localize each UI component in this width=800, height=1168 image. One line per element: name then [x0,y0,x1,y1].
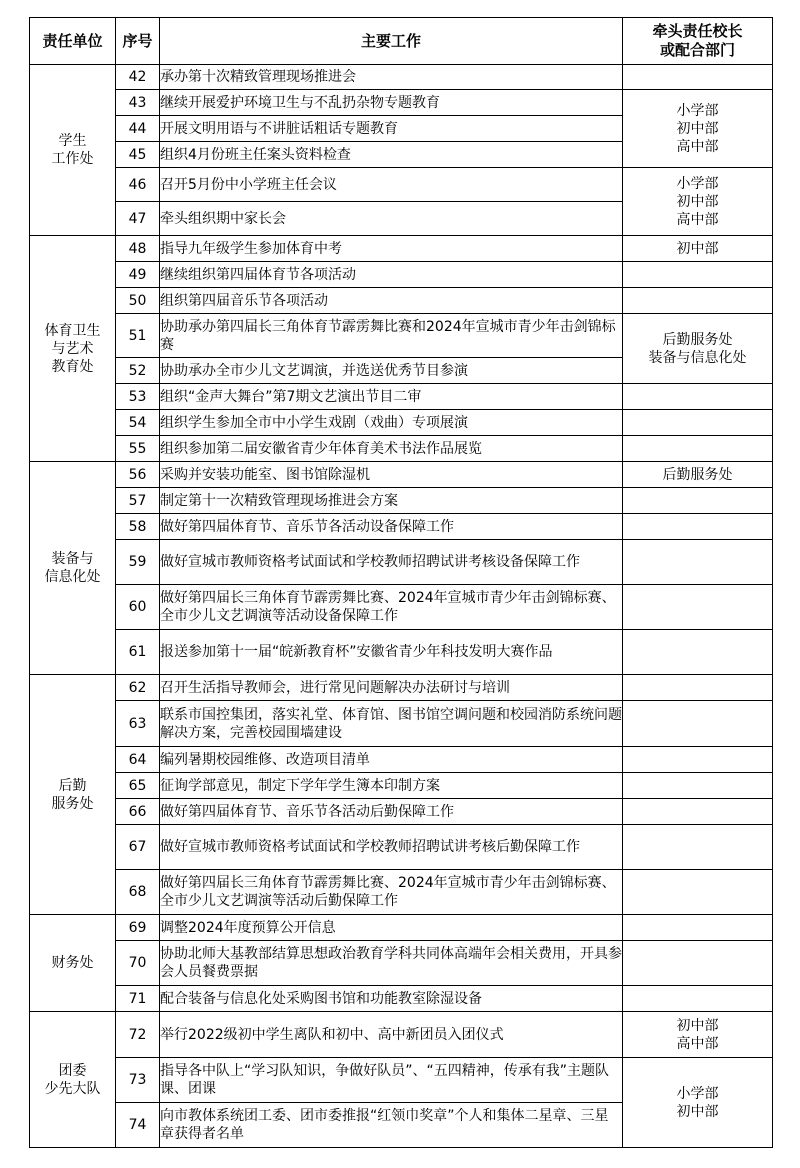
work-item: 牵头组织期中家长会 [160,202,623,236]
row-number: 50 [116,288,160,314]
dept-cell [623,288,773,314]
work-item: 协助承办第四届长三角体育节霹雳舞比赛和2024年宣城市青少年击剑锦标赛 [160,314,623,358]
dept-cell [623,65,773,90]
row-number: 47 [116,202,160,236]
dept-cell [623,799,773,825]
work-item: 继续组织第四届体育节各项活动 [160,262,623,288]
work-item: 指导各中队上“学习队知识，争做好队员”、“五四精神，传承有我”主题队课、团课 [160,1058,623,1103]
table-row [30,986,773,1012]
table-row [30,747,773,773]
dept-cell: 后勤服务处 装备与信息化处 [623,314,773,384]
header-row [30,18,773,65]
row-number: 46 [116,168,160,202]
work-item: 承办第十次精致管理现场推进会 [160,65,623,90]
dept-cell: 小学部 初中部 高中部 [623,168,773,236]
row-number: 63 [116,701,160,747]
row-number: 58 [116,514,160,540]
dept-cell [623,701,773,747]
work-item: 做好第四届体育节、音乐节各活动后勤保障工作 [160,799,623,825]
table-row [30,1012,773,1058]
row-number: 64 [116,747,160,773]
dept-cell: 初中部 [623,236,773,262]
row-number: 70 [116,941,160,986]
table-row [30,675,773,701]
table-row [30,384,773,410]
table-row [30,514,773,540]
table-row [30,288,773,314]
header-num: 序号 [116,18,160,65]
table-row [30,701,773,747]
table-row [30,870,773,915]
dept-cell [623,915,773,941]
row-number: 68 [116,870,160,915]
header-lead: 牵头责任校长 或配合部门 [623,18,773,65]
dept-cell [623,540,773,585]
table-row [30,262,773,288]
row-number: 61 [116,630,160,675]
work-item: 征询学部意见，制定下学年学生簿本印制方案 [160,773,623,799]
row-number: 43 [116,90,160,116]
row-number: 52 [116,358,160,384]
table-row [30,236,773,262]
work-item: 举行2022级初中学生离队和初中、高中新团员入团仪式 [160,1012,623,1058]
table-row [30,410,773,436]
row-number: 53 [116,384,160,410]
table-row [30,773,773,799]
unit-cell: 财务处 [30,915,116,1012]
work-item: 组织第四届音乐节各项活动 [160,288,623,314]
work-item: 联系市国控集团，落实礼堂、体育馆、图书馆空调问题和校园消防系统问题解决方案，完善校园围墙建设 [160,701,623,747]
work-item: 协助北师大基教部结算思想政治教育学科共同体高端年会相关费用，开具参会人员餐费票据 [160,941,623,986]
row-number: 56 [116,462,160,488]
dept-cell: 小学部 初中部 [623,1058,773,1148]
work-item: 开展文明用语与不讲脏话粗话专题教育 [160,116,623,142]
work-item: 组织参加第二届安徽省青少年体育美术书法作品展览 [160,436,623,462]
row-number: 69 [116,915,160,941]
table-row [30,314,773,358]
dept-cell [623,488,773,514]
dept-cell [623,941,773,986]
dept-cell [623,870,773,915]
work-item: 做好第四届体育节、音乐节各活动设备保障工作 [160,514,623,540]
dept-cell [623,514,773,540]
work-item: 采购并安装功能室、图书馆除湿机 [160,462,623,488]
work-item: 指导九年级学生参加体育中考 [160,236,623,262]
dept-cell [623,825,773,870]
table-row [30,168,773,202]
dept-cell [623,986,773,1012]
row-number: 45 [116,142,160,168]
table-row [30,65,773,90]
table-row [30,436,773,462]
dept-cell: 初中部 高中部 [623,1012,773,1058]
unit-cell: 学生 工作处 [30,65,116,236]
row-number: 73 [116,1058,160,1103]
row-number: 51 [116,314,160,358]
table-row [30,488,773,514]
dept-cell [623,773,773,799]
work-item: 报送参加第十一届“皖新教育杯”安徽省青少年科技发明大赛作品 [160,630,623,675]
row-number: 66 [116,799,160,825]
dept-cell [623,747,773,773]
table-row [30,462,773,488]
dept-cell [623,410,773,436]
work-item: 制定第十一次精致管理现场推进会方案 [160,488,623,514]
row-number: 54 [116,410,160,436]
work-plan-table [29,17,773,1148]
work-item: 做好宣城市教师资格考试面试和学校教师招聘试讲考核设备保障工作 [160,540,623,585]
work-item: 协助承办全市少儿文艺调演，并选送优秀节目参演 [160,358,623,384]
table-row [30,585,773,630]
row-number: 48 [116,236,160,262]
table-row [30,915,773,941]
work-item: 编列暑期校园维修、改造项目清单 [160,747,623,773]
row-number: 71 [116,986,160,1012]
table-row [30,941,773,986]
unit-cell: 体育卫生 与艺术 教育处 [30,236,116,462]
row-number: 72 [116,1012,160,1058]
row-number: 62 [116,675,160,701]
dept-cell [623,630,773,675]
dept-cell: 后勤服务处 [623,462,773,488]
dept-cell [623,675,773,701]
work-item: 调整2024年度预算公开信息 [160,915,623,941]
header-work: 主要工作 [160,18,623,65]
work-item: 组织4月份班主任案头资料检查 [160,142,623,168]
work-item: 继续开展爱护环境卫生与不乱扔杂物专题教育 [160,90,623,116]
table-row [30,630,773,675]
row-number: 44 [116,116,160,142]
row-number: 59 [116,540,160,585]
row-number: 49 [116,262,160,288]
unit-cell: 装备与 信息化处 [30,462,116,675]
header-unit: 责任单位 [30,18,116,65]
row-number: 42 [116,65,160,90]
table-row [30,540,773,585]
work-item: 配合装备与信息化处采购图书馆和功能教室除湿设备 [160,986,623,1012]
dept-cell [623,585,773,630]
work-item: 召开5月份中小学班主任会议 [160,168,623,202]
work-item: 组织学生参加全市中小学生戏剧（戏曲）专项展演 [160,410,623,436]
work-item: 做好宣城市教师资格考试面试和学校教师招聘试讲考核后勤保障工作 [160,825,623,870]
row-number: 67 [116,825,160,870]
unit-cell: 团委 少先大队 [30,1012,116,1148]
row-number: 57 [116,488,160,514]
work-item: 召开生活指导教师会，进行常见问题解决办法研讨与培训 [160,675,623,701]
row-number: 60 [116,585,160,630]
work-item: 向市教体系统团工委、团市委推报“红领巾奖章”个人和集体二星章、三星章获得者名单 [160,1103,623,1148]
table-row [30,1058,773,1103]
work-item: 做好第四届长三角体育节霹雳舞比赛、2024年宣城市青少年击剑锦标赛、全市少儿文艺调演等活动后勤保障工作 [160,870,623,915]
unit-cell: 后勤 服务处 [30,675,116,915]
row-number: 65 [116,773,160,799]
row-number: 74 [116,1103,160,1148]
work-item: 组织“金声大舞台”第7期文艺演出节目二审 [160,384,623,410]
dept-cell: 小学部 初中部 高中部 [623,90,773,168]
dept-cell [623,262,773,288]
dept-cell [623,384,773,410]
dept-cell [623,436,773,462]
row-number: 55 [116,436,160,462]
table-row [30,90,773,116]
work-item: 做好第四届长三角体育节霹雳舞比赛、2024年宣城市青少年击剑锦标赛、全市少儿文艺调演等活动设备保障工作 [160,585,623,630]
table-row [30,825,773,870]
table-row [30,799,773,825]
